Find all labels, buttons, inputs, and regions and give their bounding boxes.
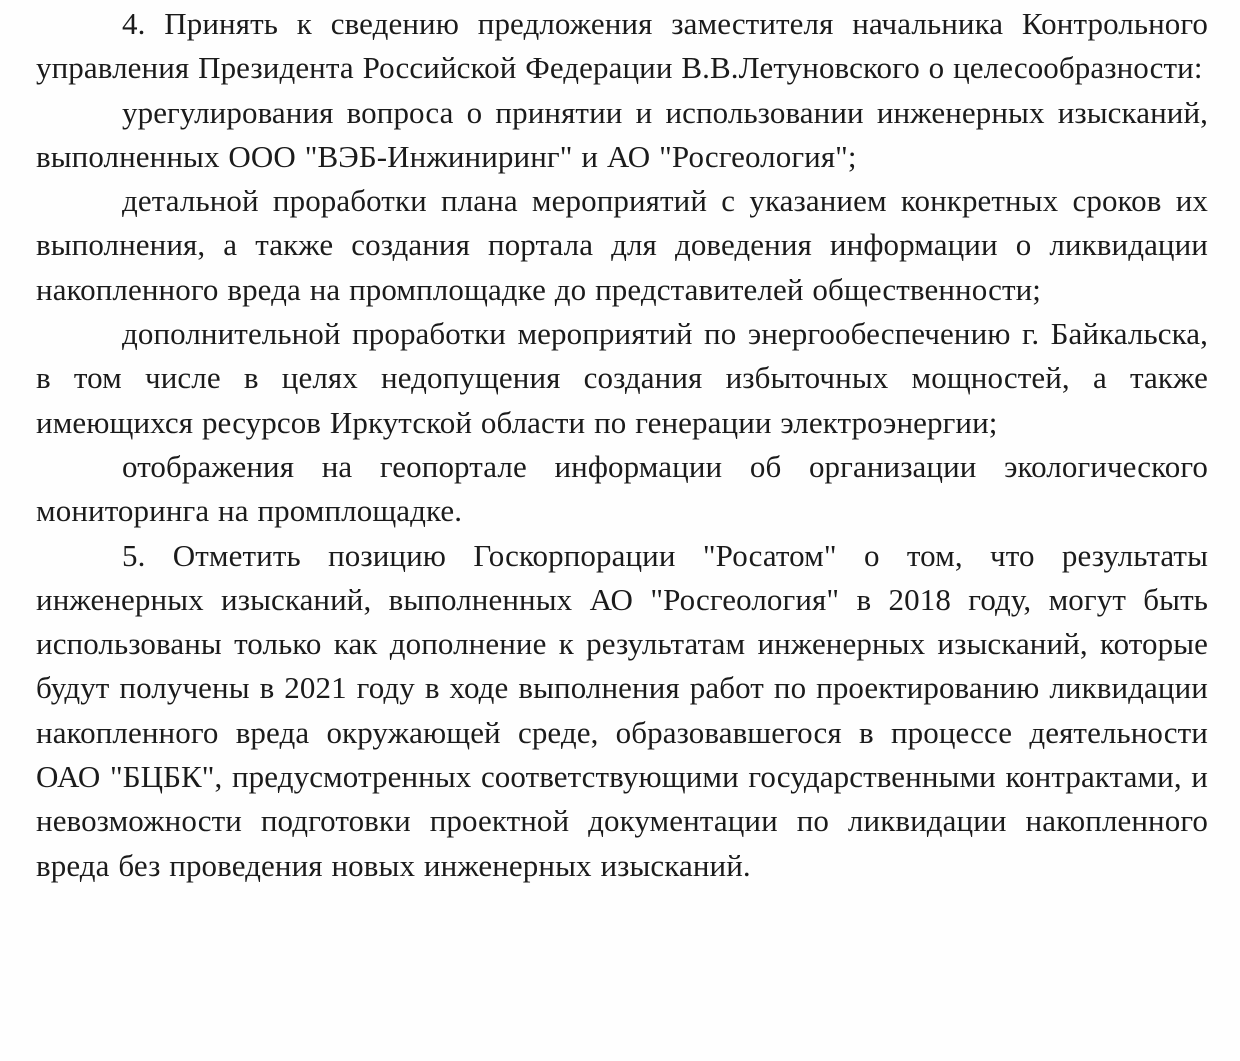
paragraph-geoportal: отображения на геопортале информации об организации экологического мониторинга на промплощадке. [36,448,1208,529]
paragraph-item-4: 4. Принять к сведению предложения заместителя начальника Контрольного управления Президента Российской Федерации В.В.Летуновского о целесообразности: [36,6,1208,86]
paragraph-action-plan: детальной проработки плана мероприятий с указанием конкретных сроков их выполнения, а также создания портала для доведения информации о ликвидации накопленного вреда на промплощадке до представителей общественности; [36,183,1208,307]
paragraph-item-5: 5. Отметить позицию Госкорпорации "Росатом" о том, что результаты инженерных изысканий, выполненных АО "Росгеология" в 2018 году, могут быть использованы только как дополнение к результатам инженерных изысканий, которые будут получены в 2021 году в ходе выполнения работ по проектированию ликвидации накопленного вреда окружающей среде, образовавшегося в процессе деятельности ОАО "БЦБК", предусмотренных соответствующими государственными контрактами, и невозможности подготовки проектной документации по ликвидации накопленного вреда без проведения новых инженерных изысканий. [36,537,1208,883]
paragraph-engineering-surveys: урегулирования вопроса о принятии и использовании инженерных изысканий, выполненных ООО "ВЭБ-Инжиниринг" и АО "Росгеология"; [36,94,1208,174]
paragraph-energy-supply: дополнительной проработки мероприятий по энергообеспечению г. Байкальска, в том числе в целях недопущения создания избыточных мощностей, а также имеющихся ресурсов Иркутской области по генерации электроэнергии; [36,316,1208,440]
